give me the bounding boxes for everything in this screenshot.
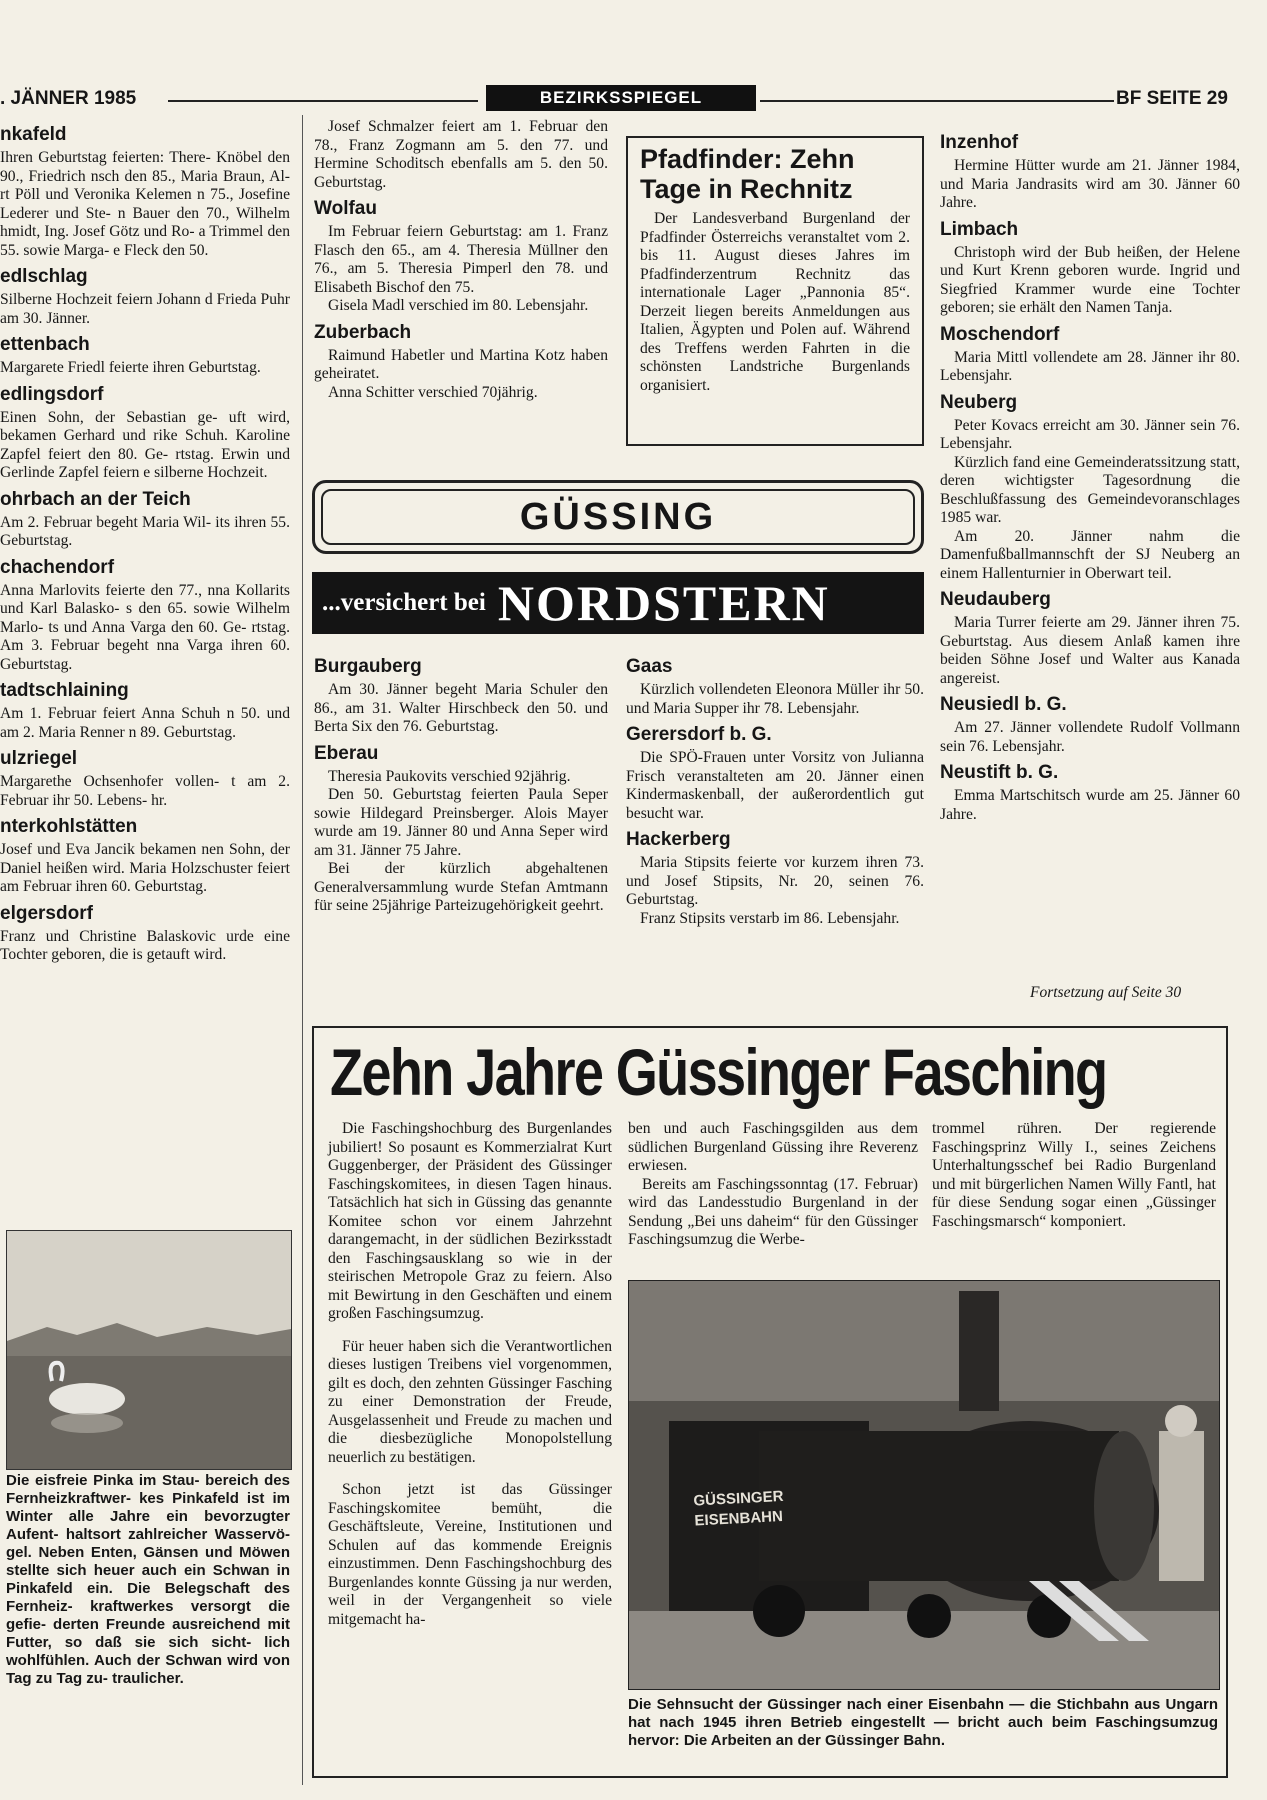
section-paragraph: Am 2. Februar begeht Maria Wil- its ihren 55. Geburtstag. — [0, 513, 290, 549]
section-paragraph: Bei der kürzlich abgehaltenen Generalversammlung wurde Stefan Amtmann für seine 25jährige Parteizugehörigkeit geehrt. — [314, 860, 608, 914]
section-heading: Neuberg — [940, 391, 1018, 413]
header-rule-right — [760, 100, 1114, 102]
section-heading: Neudauberg — [940, 589, 1051, 610]
section-heading: Wolfau — [314, 198, 377, 219]
feature-column-1 — [328, 1120, 612, 1629]
section-paragraph: Einen Sohn, der Sebastian ge- uft wird, bekamen Gerhard und rike Schuh. Karoline Zapfel feiert den 80. Ge- rtstag. Erwin und Gerlinde Zapfel feiern e silberne Hochzeit. — [0, 408, 290, 481]
swan-photo-drawing — [7, 1231, 291, 1469]
nordstern-ad-prefix: ...versichert bei — [322, 589, 486, 616]
section-paragraph: Margarete Friedl feierte ihren Geburtstag. — [0, 359, 261, 376]
left-column-rule — [302, 115, 303, 1785]
section-heading: tadtschlaining — [0, 680, 129, 701]
locomotive-drawing — [629, 1281, 1219, 1689]
section-label — [486, 85, 756, 111]
middle-top-column — [314, 118, 608, 402]
section-heading: Gerersdorf b. G. — [626, 724, 772, 745]
section-paragraph: Ihren Geburtstag feierten: There- Knöbel den 90., Friedrich nsch den 85., Maria Braun, Al- rt Pöll und Veronika Kelemen n 75., Josefine Lederer und Ste- n Bauer den 70., Wilhelm hmidt, Ing. Josef Götz und Ro- a Trimmel den 55. sowie Marga- e Fleck den 50. — [0, 149, 290, 259]
section-heading: Zuberbach — [314, 321, 412, 343]
guessing-column-2 — [626, 650, 924, 928]
locomotive-sign-line-1: GÜSSINGER — [693, 1487, 784, 1510]
section-paragraph: Christoph wird der Bub heißen, der Helene und Kurt Krenn geboren wurde. Ingrid und Siegfried Krammer wurde eine Tochter geboren; sie erhält den Namen Tanja. — [940, 243, 1240, 316]
guessing-banner — [312, 480, 924, 554]
right-column — [940, 126, 1240, 824]
section-paragraph: Hermine Hütter wurde am 21. Jänner 1984, und Maria Jandrasits wird am 30. Jänner 60 Jahre. — [940, 157, 1240, 211]
section-paragraph: Franz Stipsits verstarb im 86. Lebensjahr. — [640, 909, 900, 927]
section-paragraph: Maria Stipsits feierte vor kurzem ihren 73. und Josef Stipsits, Nr. 20, seinen 76. Geburtstag. — [626, 854, 924, 908]
section-paragraph: Josef und Eva Jancik bekamen nen Sohn, der Daniel heißen wird. Maria Holzschuster feiert am Februar ihren 60. Geburtstag. — [0, 841, 290, 895]
locomotive-photo — [628, 1280, 1220, 1690]
section-paragraph: Theresia Paukovits verschied 92jährig. — [328, 767, 571, 785]
section-paragraph: Die SPÖ-Frauen unter Vorsitz von Julianna Frisch veranstalteten am 20. Jänner einen Kindermaskenball, der außerordentlich gut besucht war. — [626, 749, 924, 822]
section-heading: Burgauberg — [314, 656, 422, 677]
feature-column-3 — [932, 1120, 1216, 1231]
section-heading: Limbach — [940, 218, 1019, 240]
section-paragraph: Emma Martschitsch wurde am 25. Jänner 60 Jahre. — [940, 787, 1240, 823]
section-heading: ettenbach — [0, 334, 90, 355]
locomotive-sign — [693, 1486, 793, 1531]
section-paragraph: Gisela Madl verschied im 80. Lebensjahr. — [328, 297, 589, 314]
feature-paragraph: Die Faschingshochburg des Burgenlandes jubiliert! So posaunt es Kommerzialrat Kurt Guggenberger, der Präsident des Güssinger Faschingskomitees, in diesen Tagen hinaus. Tatsächlich hat sich in Güssing das genannte Komitee schon vor einem Jahrzehnt darangemacht, in der südlichen Bezirksstadt den Faschingsausklang so wie in der steirischen Metropole Graz zu feiern. Also mit Bewirtung in den Geschäften und einem großen Faschingsumzug. — [328, 1120, 612, 1322]
feature-paragraph: trommel rühren. Der regierende Faschingsprinz Willy I., seines Zeichens Unterhaltungsschef bei Radio Burgenland und mit bürgerlichen Namen Willy Fantl, hat für diese Sendung sogar einen „Güssinger Faschingsmarsch“ komponiert. — [932, 1120, 1216, 1230]
section-heading: ohrbach an der Teich — [0, 488, 191, 510]
feature-paragraph: ben und auch Faschingsgilden aus dem südlichen Burgenland Güssing ihre Reverenz erwiesen. — [628, 1120, 918, 1174]
section-heading: edlingsdorf — [0, 383, 104, 405]
guessing-title: GÜSSING — [519, 495, 717, 538]
feature-paragraph: Schon jetzt ist das Güssinger Faschingskomitee bemüht, die Geschäftsleute, Vereine, Institutionen und Schulen auf das kommende Ereignis einzustimmen. Denn Faschingshochburg des Burgenlandes konnte Güssing ja nur werden, weil in der Vergangenheit so viele mitgemacht ha- — [328, 1481, 612, 1628]
section-heading: ulzriegel — [0, 748, 78, 769]
section-paragraph: Am 30. Jänner begeht Maria Schuler den 86., am 31. Walter Hirschbeck den 50. und Berta Six den 76. Geburtstag. — [314, 681, 608, 735]
feature-paragraph: Bereits am Faschingssonntag (17. Februar) wird das Landesstudio Burgenland in der Sendung „Bei uns daheim“ für den Güssinger Faschingsumzug die Werbe- — [628, 1175, 918, 1248]
section-paragraph: Margarethe Ochsenhofer vollen- t am 2. Februar ihr 50. Lebens- hr. — [0, 773, 290, 809]
section-heading: Neusiedl b. G. — [940, 694, 1067, 715]
section-heading: elgersdorf — [0, 902, 93, 924]
locomotive-sign-line-2: EISENBAHN — [694, 1507, 784, 1530]
nordstern-ad — [312, 572, 924, 634]
section-paragraph: Kürzlich vollendeten Eleonora Müller ihr 50. und Maria Supper ihr 78. Lebensjahr. — [626, 681, 924, 717]
header-page: BF SEITE 29 — [1116, 88, 1228, 109]
section-paragraph: Anna Marlovits feierte den 77., nna Kollarits und Karl Balasko- s den 65. sowie Wilhelm Marlo- ts und Anna Varga den 60. Ge- rtstag. Am 3. Februar begeht nna Varga ihren 60. Geburtstag. — [0, 581, 290, 673]
locomotive-photo-caption: Die Sehnsucht der Güssinger nach einer Eisenbahn — die Stichbahn aus Ungarn hat nach 1945 ihren Betrieb eingestellt — bricht auch beim Faschingsumzug hervor: Die Arbeiten an der Güssinger Bahn. — [628, 1696, 1218, 1749]
nordstern-ad-name: NORDSTERN — [497, 575, 830, 631]
section-heading: Gaas — [626, 656, 673, 677]
section-heading: nkafeld — [0, 124, 67, 145]
pfadfinder-title: Pfadfinder: Zehn Tage in Rechnitz — [640, 144, 855, 204]
section-paragraph: Maria Mittl vollendete am 28. Jänner ihr 80. Lebensjahr. — [940, 348, 1240, 384]
section-heading: edlschlag — [0, 266, 88, 287]
section-paragraph: Am 1. Februar feiert Anna Schuh n 50. und am 2. Maria Renner n 89. Geburtstag. — [0, 705, 290, 741]
section-paragraph: Peter Kovacs erreicht am 30. Jänner sein 76. Lebensjahr. — [940, 416, 1240, 452]
header-rule-left — [168, 100, 478, 102]
section-paragraph: Am 20. Jänner nahm die Damenfußballmannschft der SJ Neuberg an einem Hallenturnier in Oberwart teil. — [940, 527, 1240, 582]
pfadfinder-box — [626, 136, 924, 446]
intro-paragraph: Josef Schmalzer feiert am 1. Februar den 78., Franz Zogmann am 5. den 77. und Hermine Schoditsch ebenfalls am 5. den 50. Geburtstag. — [314, 118, 608, 191]
section-paragraph: Franz und Christine Balaskovic urde eine Tochter geboren, die is getauft wird. — [0, 927, 290, 963]
continued-note: Fortsetzung auf Seite 30 — [1030, 984, 1182, 1001]
header-date: . JÄNNER 1985 — [0, 88, 137, 109]
swan-photo-caption: Die eisfreie Pinka im Stau- bereich des Fernheizkraftwer- kes Pinkafeld ist im Winter alle Jahre ein bevorzugter Aufent- haltsort zahlreicher Wasservö- gel. Neben Enten, Gänsen und Möwen stellte sich heuer auch ein Schwan in Pinkafeld ein. Die Belegschaft des Fernheiz- kraftwerkes versorgt die gefie- derten Freunde ausreichend mit Futter, so daß sie sich sicht- lich wohlfühlen. Auch der Schwan wird von Tag zu Tag zu- traulicher. — [6, 1472, 290, 1687]
section-paragraph: Anna Schitter verschied 70jährig. — [328, 383, 538, 401]
swan-photo — [6, 1230, 292, 1470]
section-heading: Neustift b. G. — [940, 762, 1059, 783]
section-heading: Hackerberg — [626, 829, 731, 850]
feature-paragraph: Für heuer haben sich die Verantwortlichen dieses lustigen Treibens viel vorgenommen, gilt es doch, den zehnten Güssinger Fasching zu einer Demonstration der Freude, Ausgelassenheit und Freude zu machen und die diesbezügliche Monopolstellung neuerlich zu bestätigen. — [328, 1337, 612, 1466]
section-paragraph: Am 27. Jänner vollendete Rudolf Vollmann sein 76. Lebensjahr. — [940, 719, 1240, 755]
section-paragraph: Silberne Hochzeit feiern Johann d Frieda Puhr am 30. Jänner. — [0, 291, 290, 327]
section-heading: Inzenhof — [940, 132, 1019, 153]
left-column — [0, 118, 290, 1211]
section-paragraph: Raimund Habetler und Martina Kotz haben geheiratet. — [314, 346, 608, 382]
section-paragraph: Maria Turrer feierte am 29. Jänner ihren 75. Geburtstag. Aus diesem Anlaß kamen ihre beiden Söhne Josef und Walter aus Kanada angereist. — [940, 614, 1240, 687]
section-heading: chachendorf — [0, 556, 115, 578]
section-paragraph: Den 50. Geburtstag feierten Paula Seper sowie Hildegard Preinsberger. Alois Mayer wurde am 19. Jänner 80 und Anna Seper wird am 31. Jänner 75 Jahre. — [314, 786, 608, 859]
section-label-text: BEZIRKSSPIEGEL — [539, 88, 703, 107]
section-paragraph: Kürzlich fand eine Gemeinderatssitzung statt, deren wichtigster Tagesordnung die Beschlußfassung des Gemeindevoranschlages 1985 war. — [940, 453, 1240, 526]
section-paragraph: Im Februar feiern Geburtstag: am 1. Franz Flasch den 65., am 4. Theresia Müllner den 76., am 5. Theresia Pimperl den 78. und Elisabeth Bischof den 75. — [314, 223, 608, 296]
section-heading: Moschendorf — [940, 323, 1060, 345]
feature-column-2 — [628, 1120, 918, 1250]
feature-headline: Zehn Jahre Güssinger Fasching — [330, 1035, 1107, 1109]
section-heading: nterkohlstätten — [0, 816, 138, 837]
guessing-column-1 — [314, 650, 608, 916]
section-heading: Eberau — [314, 742, 379, 764]
pfadfinder-text: Der Landesverband Burgenland der Pfadfinder Österreichs veranstaltet vom 2. bis 11. August dieses Jahres im Pfadfinderzentrum Rechnitz das internationale Lager „Pannonia 85“. Derzeit liegen bereits Anmeldungen aus Italien, Ägypten und Polen auf. Während des Treffens werden Fahrten in die schönsten Landstriche Burgenlands organisiert. — [640, 210, 910, 394]
